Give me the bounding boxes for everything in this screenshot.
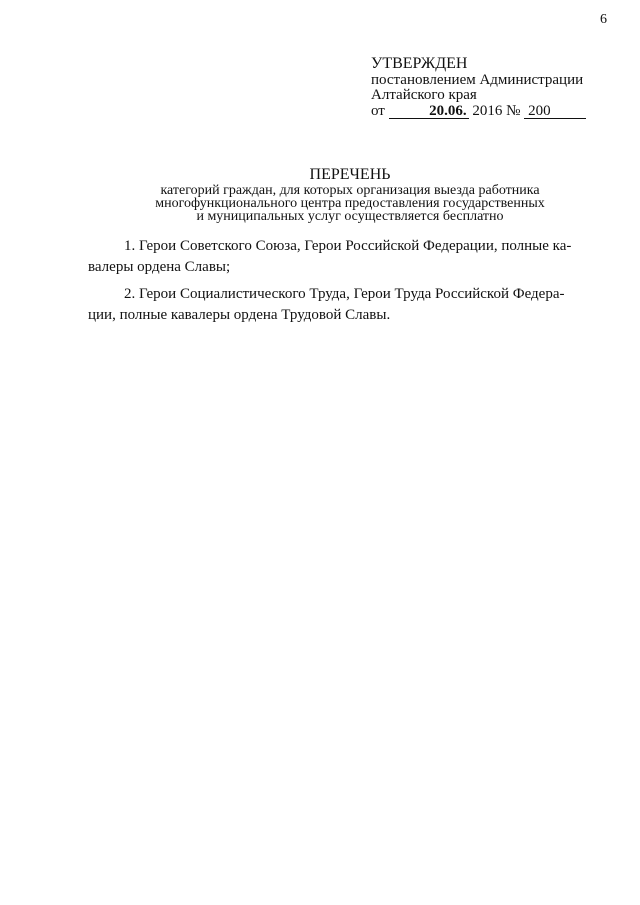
list-item-line: 1. Герои Советского Союза, Герои Российской Федерации, полные ка- [124, 238, 572, 254]
approval-year: 2016 № [472, 103, 521, 119]
list-item-line: 2. Герои Социалистического Труда, Герои Труда Российской Федера- [124, 286, 565, 302]
title-line-3: и муниципальных услуг осуществляется бесплатно [196, 209, 504, 224]
approval-number: 200 [524, 104, 586, 119]
approval-prefix: от [371, 103, 385, 119]
approval-line-2: Алтайского края [371, 87, 477, 103]
approval-stamp [371, 55, 631, 120]
approval-date: 20.06. [389, 104, 469, 119]
document-title [80, 166, 620, 223]
approval-heading: УТВЕРЖДЕН [371, 55, 468, 72]
list-item [88, 284, 608, 326]
approval-date-line [371, 103, 631, 120]
approval-line-1: постановлением Администрации [371, 72, 584, 88]
list-item-line: ции, полные кавалеры ордена Трудовой Славы. [88, 307, 391, 323]
title-line-1: категорий граждан, для которых организация выезда работника [160, 183, 540, 198]
list-item-line: валеры ордена Славы; [88, 259, 231, 275]
title-line-2: многофункционального центра предоставления государственных [155, 196, 545, 211]
page-number: 6 [600, 12, 607, 27]
title-heading: ПЕРЕЧЕНЬ [309, 166, 391, 183]
list-content [88, 236, 608, 326]
list-item [88, 236, 608, 278]
